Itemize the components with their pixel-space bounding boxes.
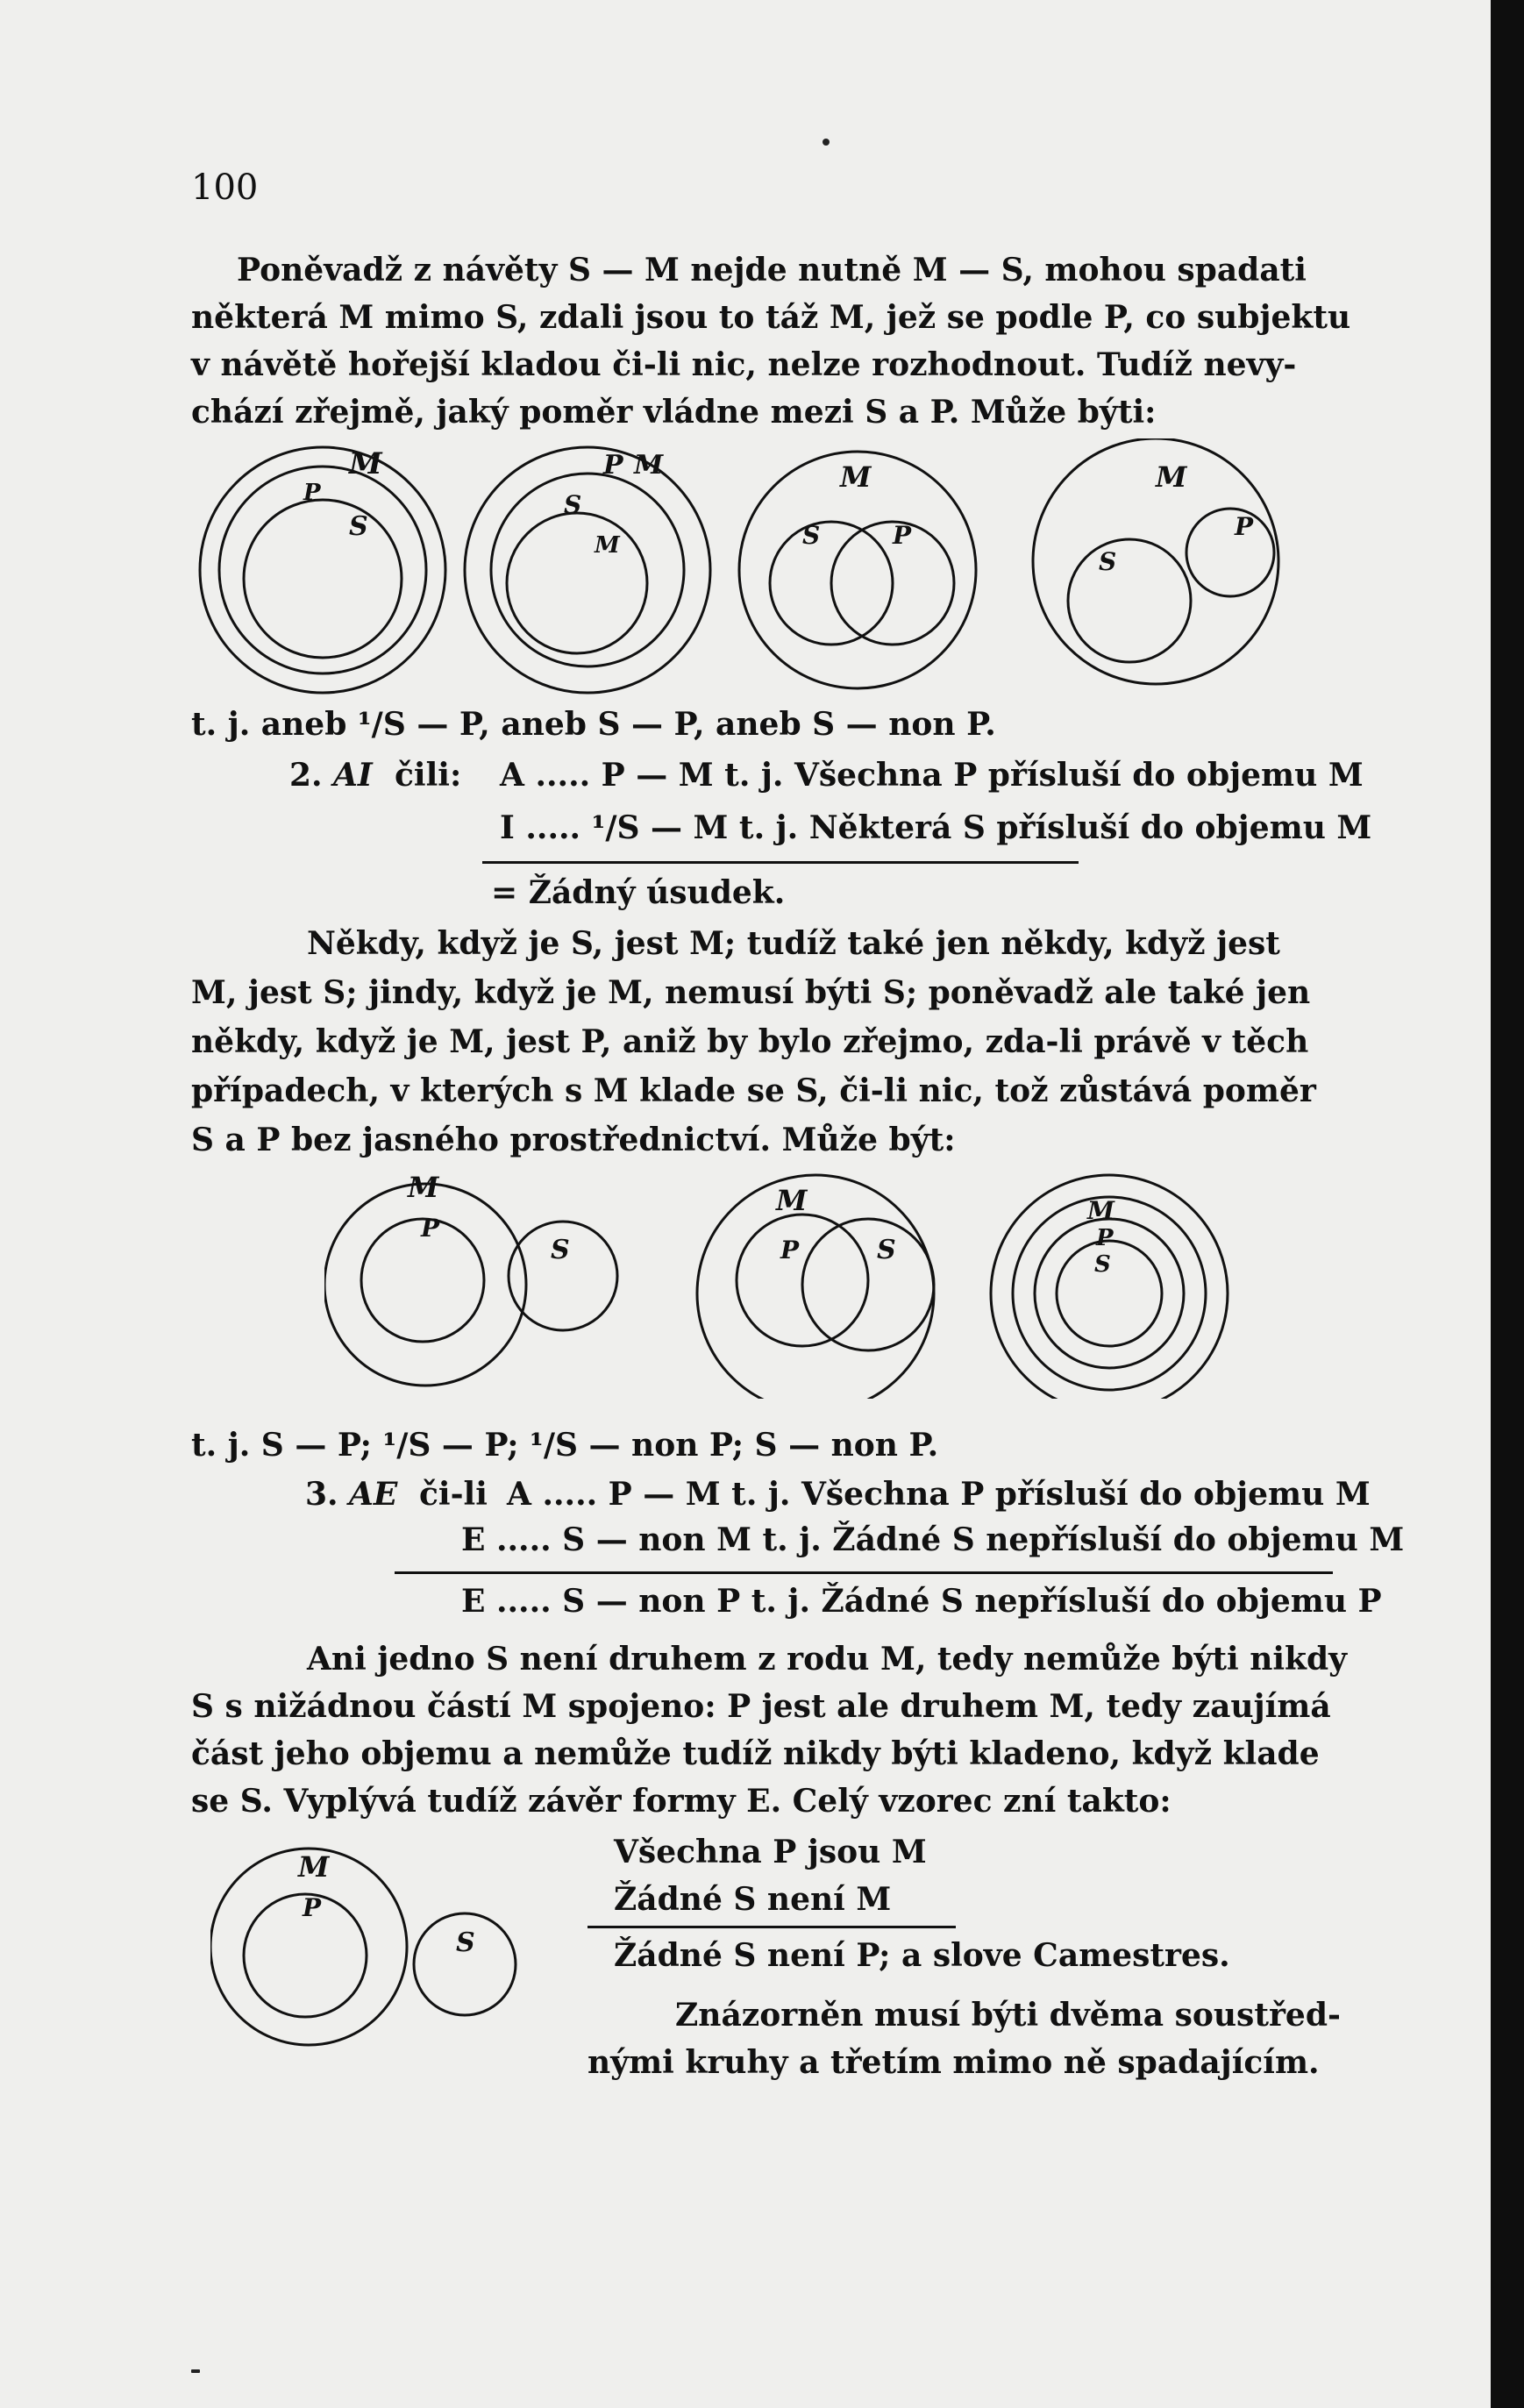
label-S: S (564, 490, 582, 519)
diagram-1c (739, 452, 976, 688)
label-S: S (349, 511, 368, 542)
ae-premise-1: A ..... P — M t. j. Všechna P přísluší do objemu M (507, 1476, 1371, 1513)
label-S: S (1094, 1251, 1111, 1278)
page-number: 100 (191, 167, 259, 208)
diagram-2c (991, 1175, 1228, 1399)
ink-speck (191, 2369, 200, 2373)
ink-speck (823, 139, 830, 146)
ae-cili: či-li (419, 1476, 488, 1513)
ae-number: 3. (305, 1476, 338, 1513)
text-line: t. j. aneb ¹/S — P, aneb S — P, aneb S — non P. (191, 706, 996, 743)
ai-label: AI (333, 757, 373, 794)
label-S: S (877, 1235, 896, 1265)
text-line: se S. Vyplývá tudíž závěr formy E. Celý vzorec zní takto: (191, 1783, 1171, 1820)
label-P: P (421, 1214, 440, 1243)
diagram-camestres (210, 1842, 544, 2052)
closing-line: Znázorněn musí býti dvěma soustřed- (675, 1997, 1341, 2034)
text-line: někdy, když je M, jest P, aniž by bylo zřejmo, zda-li právě v těch (191, 1023, 1309, 1060)
closing-line: nými kruhy a třetím mimo ně spadajícím. (588, 2044, 1320, 2081)
label-P: P (1096, 1225, 1114, 1251)
text-line: část jeho objemu a nemůže tudíž nikdy býti kladeno, když klade (191, 1735, 1320, 1772)
label-S: S (551, 1235, 570, 1265)
label-M: M (776, 1184, 808, 1217)
label-M: M (840, 460, 872, 494)
label-P: P (780, 1236, 800, 1265)
formula-conclusion: Žádné S není P; a slove Camestres. (614, 1937, 1230, 1974)
text-line: Někdy, když je S, jest M; tudíž také jen někdy, když jest (307, 925, 1280, 962)
label-M: M (1087, 1196, 1115, 1225)
diagram-1b (465, 447, 710, 693)
text-line: t. j. S — P; ¹/S — P; ¹/S — non P; S — non P. (191, 1427, 939, 1464)
label-M: M (408, 1171, 439, 1204)
text-line: Poněvadž z návěty S — M nejde nutně M — S, mohou spadati (237, 252, 1307, 289)
diagram-row-2 (324, 1171, 1298, 1399)
text-line: chází zřejmě, jaký poměr vládne mezi S a P. Může býti: (191, 394, 1157, 431)
label-M: M (298, 1850, 330, 1884)
label-P: P (1235, 512, 1254, 541)
text-line: S s nižádnou částí M spojeno: P jest ale druhem M, tedy zaujímá (191, 1688, 1331, 1725)
label-M: M (634, 450, 664, 481)
text-line: některá M mimo S, zdali jsou to táž M, jež se podle P, co subjektu (191, 299, 1351, 336)
label-S: S (456, 1927, 475, 1958)
label-S: S (1099, 547, 1117, 576)
formula-rule (588, 1926, 956, 1928)
ai-premise-2: I ..... ¹/S — M t. j. Některá S přísluší do objemu M (500, 809, 1372, 846)
scan-edge (1491, 0, 1524, 2408)
label-M: M (349, 446, 382, 481)
ai-cili: čili: (395, 757, 462, 794)
text-line: M, jest S; jindy, když je M, nemusí býti S; poněvadž ale také jen (191, 974, 1311, 1011)
ae-rule (395, 1571, 1333, 1574)
label-M: M (595, 532, 620, 559)
formula-major: Všechna P jsou M (614, 1834, 927, 1870)
label-P: P (303, 480, 321, 506)
ai-conclusion: = Žádný úsudek. (491, 874, 786, 911)
diagram-1d (1033, 438, 1278, 684)
ai-number: 2. (289, 757, 323, 794)
diagram-2a (324, 1171, 617, 1386)
ai-rule (482, 861, 1079, 864)
formula-minor: Žádné S není M (614, 1881, 892, 1918)
text-line: případech, v kterých s M klade se S, či-li nic, tož zůstává poměr (191, 1072, 1316, 1109)
label-M: M (1156, 460, 1187, 494)
ae-label: AE (349, 1476, 398, 1513)
diagram-2b (697, 1175, 934, 1399)
ae-premise-2: E ..... S — non M t. j. Žádné S nepřísluší do objemu M (461, 1521, 1405, 1558)
label-P: P (303, 1893, 322, 1922)
text-line: S a P bez jasného prostřednictví. Může být: (191, 1122, 956, 1158)
label-P: P (603, 450, 623, 481)
ai-premise-1: A ..... P — M t. j. Všechna P přísluší do objemu M (500, 757, 1364, 794)
ae-conclusion: E ..... S — non P t. j. Žádné S nepřísluší do objemu P (461, 1583, 1382, 1620)
label-P: P (893, 521, 912, 550)
text-line: Ani jedno S není druhem z rodu M, tedy nemůže býti nikdy (307, 1641, 1348, 1678)
diagram-1a (200, 446, 445, 693)
diagram-row-1 (191, 438, 1340, 702)
label-S: S (802, 521, 821, 550)
text-line: v návětě hořejší kladou či-li nic, nelze rozhodnout. Tudíž nevy- (191, 346, 1297, 383)
